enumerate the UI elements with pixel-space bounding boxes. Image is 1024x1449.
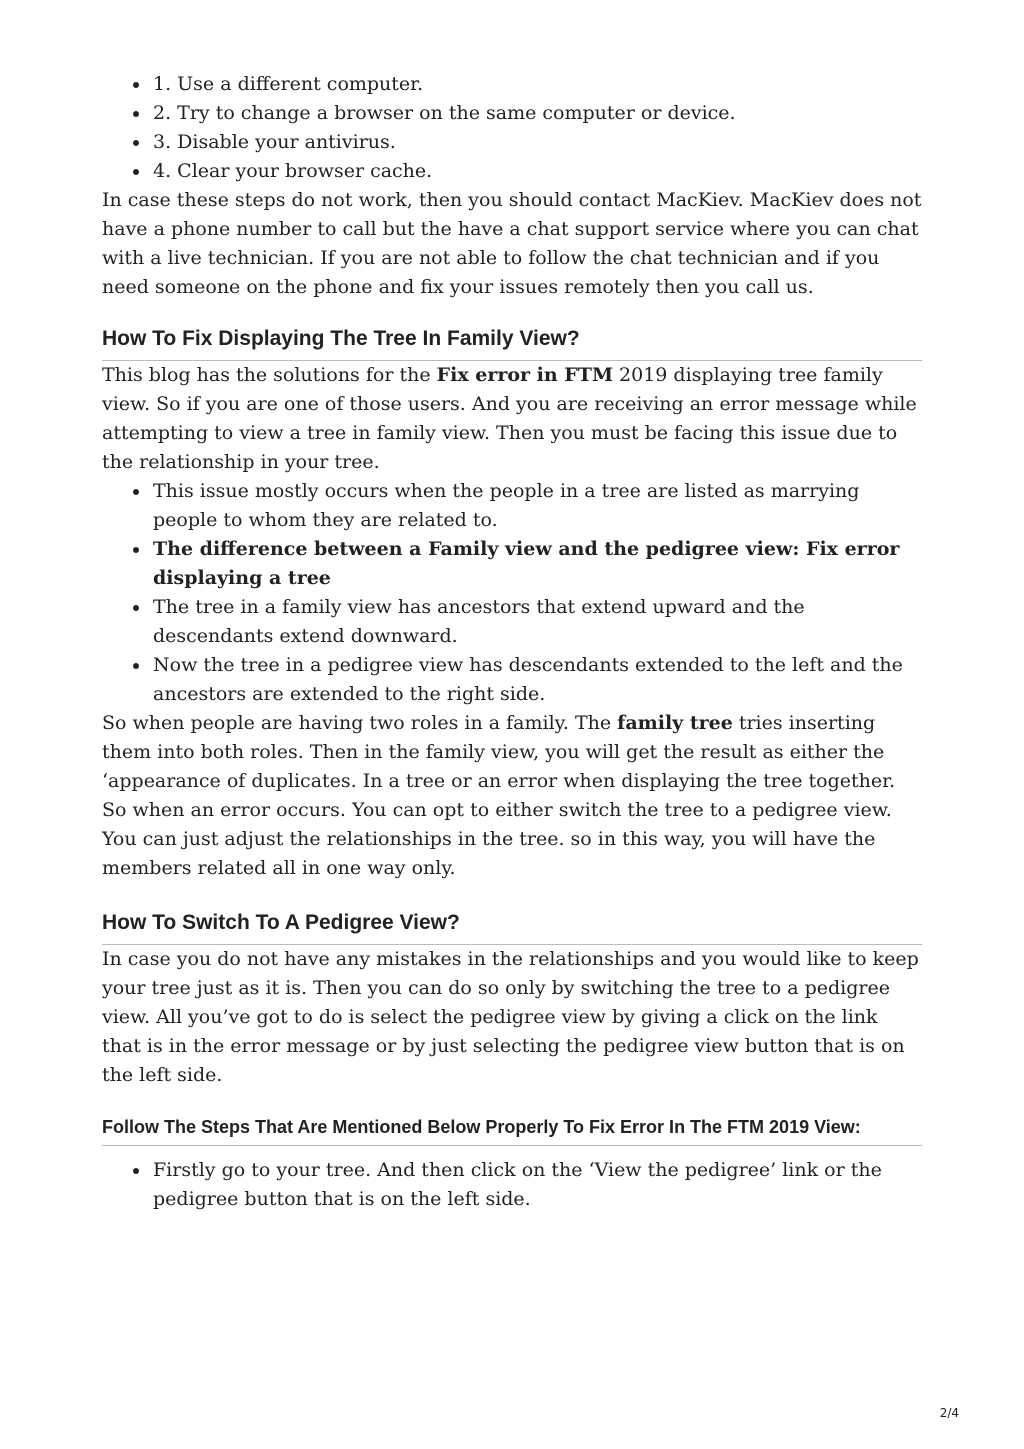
page-number: 2/4	[939, 1406, 959, 1420]
list-item: 1. Use a different computer.	[102, 70, 922, 99]
list-item: Now the tree in a pedigree view has descendants extended to the left and the ancestors are extended to the right side.	[102, 651, 922, 709]
heading-follow-steps: Follow The Steps That Are Mentioned Below Properly To Fix Error In The FTM 2019 View:	[102, 1116, 922, 1146]
blog-paragraph	[102, 361, 922, 477]
intro-steps-list	[102, 70, 922, 186]
list-item: 4. Clear your browser cache.	[102, 157, 922, 186]
family-view-list	[102, 477, 922, 709]
list-item: This issue mostly occurs when the people in a tree are listed as marrying people to whom they are related to.	[102, 477, 922, 535]
roles-text-start: So when people are having two roles in a family. The	[102, 712, 618, 734]
pedigree-paragraph: In case you do not have any mistakes in the relationships and you would like to keep your tree just as it is. Then you can do so only by switching the tree to a pedigree view. All you’ve got to do is select the pedigree view by giving a click on the link that is in the error message or by just selecting the pedigree view button that is on the left side.	[102, 948, 919, 1086]
heading-family-view: How To Fix Displaying The Tree In Family View?	[102, 326, 922, 361]
blog-bold-keyword: Fix error in FTM	[436, 364, 613, 386]
roles-paragraph	[102, 709, 922, 883]
roles-bold-keyword: family tree	[617, 712, 733, 734]
list-item: The tree in a family view has ancestors that extend upward and the descendants extend downward.	[102, 593, 922, 651]
heading-switch-pedigree: How To Switch To A Pedigree View?	[102, 910, 922, 945]
list-item: 2. Try to change a browser on the same computer or device.	[102, 99, 922, 128]
blog-text-start: This blog has the solutions for the	[102, 364, 437, 386]
list-item	[102, 535, 922, 593]
blog-text-end: 2019 displaying tree family view. So if you are one of those users. And you are receiving an error message while attempting to view a tree in family view. Then you must be facing this issue due to the relationship in your tree.	[102, 364, 917, 473]
list-item: Firstly go to your tree. And then click on the ‘View the pedigree’ link or the pedigree button that is on the left side.	[102, 1156, 922, 1214]
roles-text-end: tries inserting them into both roles. Then in the family view, you will get the result as either the ‘appearance of duplicates. In a tree or an error when displaying the tree together. So when an error occurs. You can opt to either switch the tree to a pedigree view. You can just adjust the relationships in the tree. so in this way, you will have the members related all in one way only.	[102, 712, 896, 879]
steps-list	[102, 1156, 922, 1214]
document-page	[102, 70, 922, 1214]
list-item-bold-text: The difference between a Family view and the pedigree view: Fix error displaying a tree	[153, 538, 900, 589]
contact-paragraph: In case these steps do not work, then you should contact MacKiev. MacKiev does not have a phone number to call but the have a chat support service where you can chat with a live technician. If you are not able to follow the chat technician and if you need someone on the phone and fix your issues remotely then you call us.	[102, 189, 922, 298]
list-item: 3. Disable your antivirus.	[102, 128, 922, 157]
